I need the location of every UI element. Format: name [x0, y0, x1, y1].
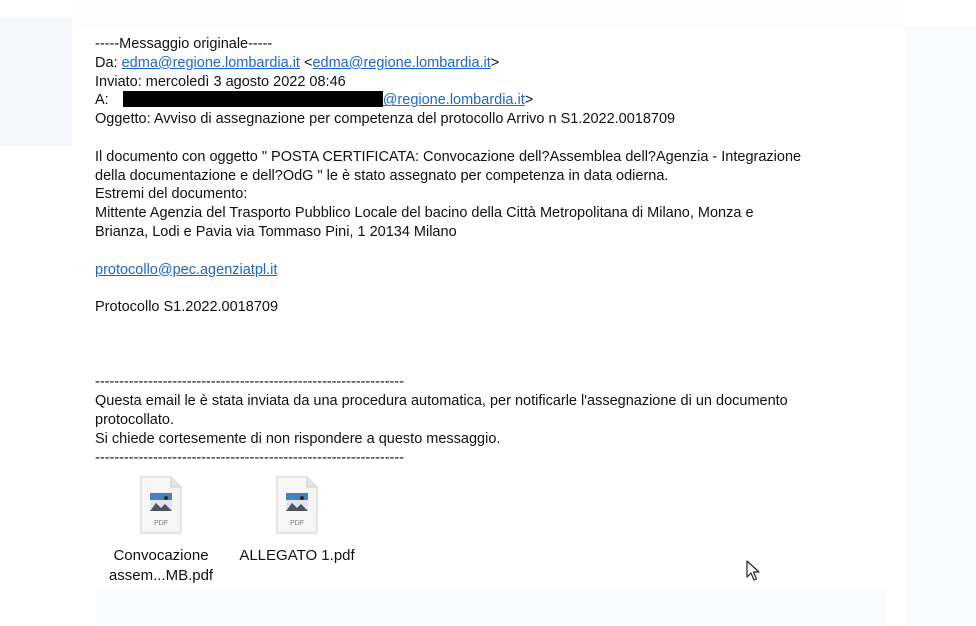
pec-line: [95, 261, 885, 280]
to-email-link[interactable]: @regione.lombardia.it: [382, 92, 525, 109]
window-top-area: [72, 0, 905, 26]
pdf-type-label: PDF: [154, 520, 168, 527]
redaction-bar: [123, 91, 383, 107]
notice-line: Si chiede cortesemente di non rispondere a questo messaggio.: [95, 430, 501, 447]
from-name-link[interactable]: edma@regione.lombardia.it: [121, 54, 300, 71]
attachment-name-line: ALLEGATO 1.pdf: [239, 547, 355, 564]
pec-email-link[interactable]: protocollo@pec.agenziatpl.it: [95, 261, 278, 278]
to-label: A:: [95, 92, 109, 109]
spacer: [95, 355, 885, 374]
subject-line: Oggetto: Avviso di assegnazione per competenza del protocollo Arrivo n S1.2022.0018709: [95, 111, 676, 128]
separator-line: ----------------------------------------------------------------: [95, 374, 405, 391]
separator-line: ----------------------------------------------------------------: [95, 449, 405, 466]
spacer: [95, 336, 885, 355]
pdf-file-icon: [275, 476, 319, 534]
right-panel-fragment: [905, 26, 976, 626]
body-line: Estremi del documento:: [95, 186, 248, 203]
from-bracket-close: >: [490, 54, 500, 71]
protocol-line: Protocollo S1.2022.0018709: [95, 299, 279, 316]
body-line: della documentazione e dell?OdG " le è stato assegnato per competenza in data odierna.: [95, 167, 669, 184]
from-bracket-open: <: [299, 54, 313, 71]
attachment-item[interactable]: [100, 474, 222, 586]
sent-line: Inviato: mercoledì 3 agosto 2022 08:46: [95, 73, 346, 90]
attachment-name-line: assem...MB.pdf: [108, 567, 214, 584]
notice-line: Questa email le è stata inviata da una procedura automatica, per notificarle l'assegnazione di un documento: [95, 393, 788, 410]
from-email-link[interactable]: edma@regione.lombardia.it: [312, 54, 491, 71]
original-message-header: -----Messaggio originale-----: [95, 36, 273, 52]
attachments-area: [100, 474, 400, 594]
mouse-cursor-icon: [746, 560, 762, 582]
pdf-type-label: PDF: [290, 520, 304, 527]
body-line: Brianza, Lodi e Pavia via Tommaso Pini, 1 20134 Milano: [95, 223, 457, 240]
spacer: [95, 129, 885, 148]
from-line: [95, 54, 885, 73]
spacer: [95, 317, 885, 336]
attachment-name: [100, 546, 222, 586]
body-line: Il documento con oggetto " POSTA CERTIFICATA: Convocazione dell?Assemblea dell?Agenzia - Integrazione: [95, 148, 802, 165]
to-bracket-close: >: [524, 92, 534, 109]
email-body: [95, 35, 885, 467]
attachment-name-line: Convocazione: [113, 547, 209, 564]
bottom-panel-fragment: [96, 590, 886, 626]
attachment-item[interactable]: [236, 474, 358, 566]
left-panel-fragment: [0, 18, 72, 146]
spacer: [95, 242, 885, 261]
pdf-file-icon: [139, 476, 183, 534]
spacer: [95, 279, 885, 298]
to-line: [95, 91, 885, 110]
notice-line: protocollato.: [95, 411, 174, 428]
from-label: Da:: [95, 54, 118, 71]
body-line: Mittente Agenzia del Trasporto Pubblico Locale del bacino della Città Metropolitana di Milano, Monza e: [95, 205, 754, 222]
attachment-name: [236, 546, 358, 566]
